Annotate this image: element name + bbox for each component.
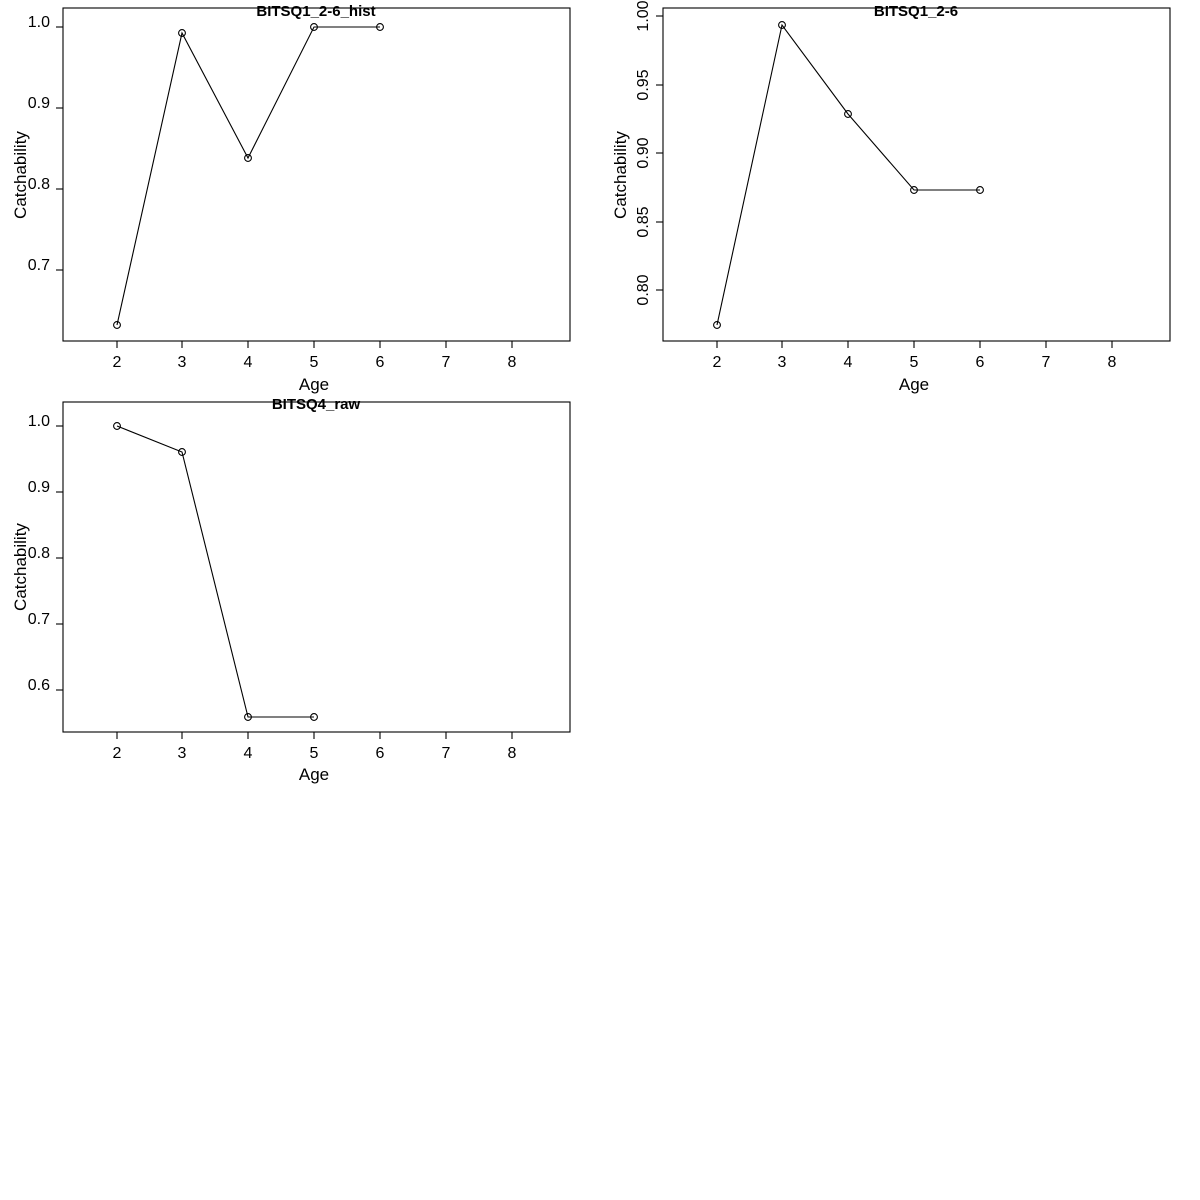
y-tick-label: 0.8 [27, 545, 50, 562]
y-tick-label: 1.00 [635, 0, 652, 32]
x-tick-label: 2 [112, 354, 122, 371]
chart-canvas-3 [0, 392, 600, 782]
data-series [114, 423, 318, 721]
x-tick-label: 8 [1107, 354, 1117, 371]
chart-panel-bitsq1-2-6 [600, 0, 1200, 394]
y-tick-label: 1.0 [27, 14, 50, 31]
x-axis-ticks [117, 732, 512, 739]
x-axis-label: Age [298, 375, 330, 394]
x-tick-label: 7 [441, 354, 451, 371]
y-axis-ticks [56, 426, 63, 690]
y-tick-label: 0.6 [27, 677, 50, 694]
x-tick-label: 3 [777, 354, 787, 371]
y-axis-label: Catchability [11, 131, 30, 219]
plot-frame [63, 8, 570, 341]
y-axis-ticks [656, 16, 663, 290]
plot-frame [63, 402, 570, 732]
y-tick-label: 0.80 [635, 274, 652, 306]
x-axis-ticks [117, 341, 512, 348]
x-tick-label: 4 [843, 354, 853, 371]
x-axis-ticks [717, 341, 1112, 348]
plot-frame [663, 8, 1170, 341]
x-tick-label: 7 [441, 745, 451, 762]
y-axis-label: Catchability [611, 131, 630, 219]
chart-panel-bitsq4-raw [0, 392, 600, 782]
x-tick-label: 5 [309, 745, 319, 762]
y-axis-ticks [56, 27, 63, 270]
x-tick-label: 6 [375, 745, 385, 762]
x-tick-label: 3 [177, 354, 187, 371]
y-tick-label: 0.7 [27, 611, 50, 628]
y-tick-label: 0.95 [635, 69, 652, 101]
x-tick-label: 5 [909, 354, 919, 371]
x-axis-label: Age [898, 375, 930, 394]
y-tick-label: 0.90 [635, 137, 652, 169]
y-tick-label: 0.85 [635, 206, 652, 238]
x-tick-label: 8 [507, 745, 517, 762]
y-tick-label: 0.9 [27, 95, 50, 112]
y-axis-label: Catchability [11, 523, 30, 611]
x-tick-label: 6 [975, 354, 985, 371]
x-tick-label: 8 [507, 354, 517, 371]
x-tick-label: 2 [712, 354, 722, 371]
chart-canvas-2 [600, 0, 1200, 394]
chart-canvas-1 [0, 0, 600, 394]
x-tick-label: 4 [243, 354, 253, 371]
x-tick-label: 3 [177, 745, 187, 762]
x-axis-label: Age [298, 765, 330, 784]
panel-title: BITSQ1_2-6 [873, 3, 959, 20]
y-tick-label: 0.9 [27, 479, 50, 496]
data-series [114, 24, 384, 329]
panel-title: BITSQ1_2-6_hist [256, 3, 376, 20]
panel-title: BITSQ4_raw [271, 396, 361, 413]
data-series [714, 22, 984, 329]
x-tick-label: 2 [112, 745, 122, 762]
x-tick-label: 4 [243, 745, 253, 762]
chart-panel-bitsq1-2-6-hist [0, 0, 600, 394]
y-tick-label: 0.8 [27, 176, 50, 193]
x-tick-label: 6 [375, 354, 385, 371]
y-tick-label: 1.0 [27, 413, 50, 430]
x-tick-label: 7 [1041, 354, 1051, 371]
x-tick-label: 5 [309, 354, 319, 371]
y-tick-label: 0.7 [27, 257, 50, 274]
